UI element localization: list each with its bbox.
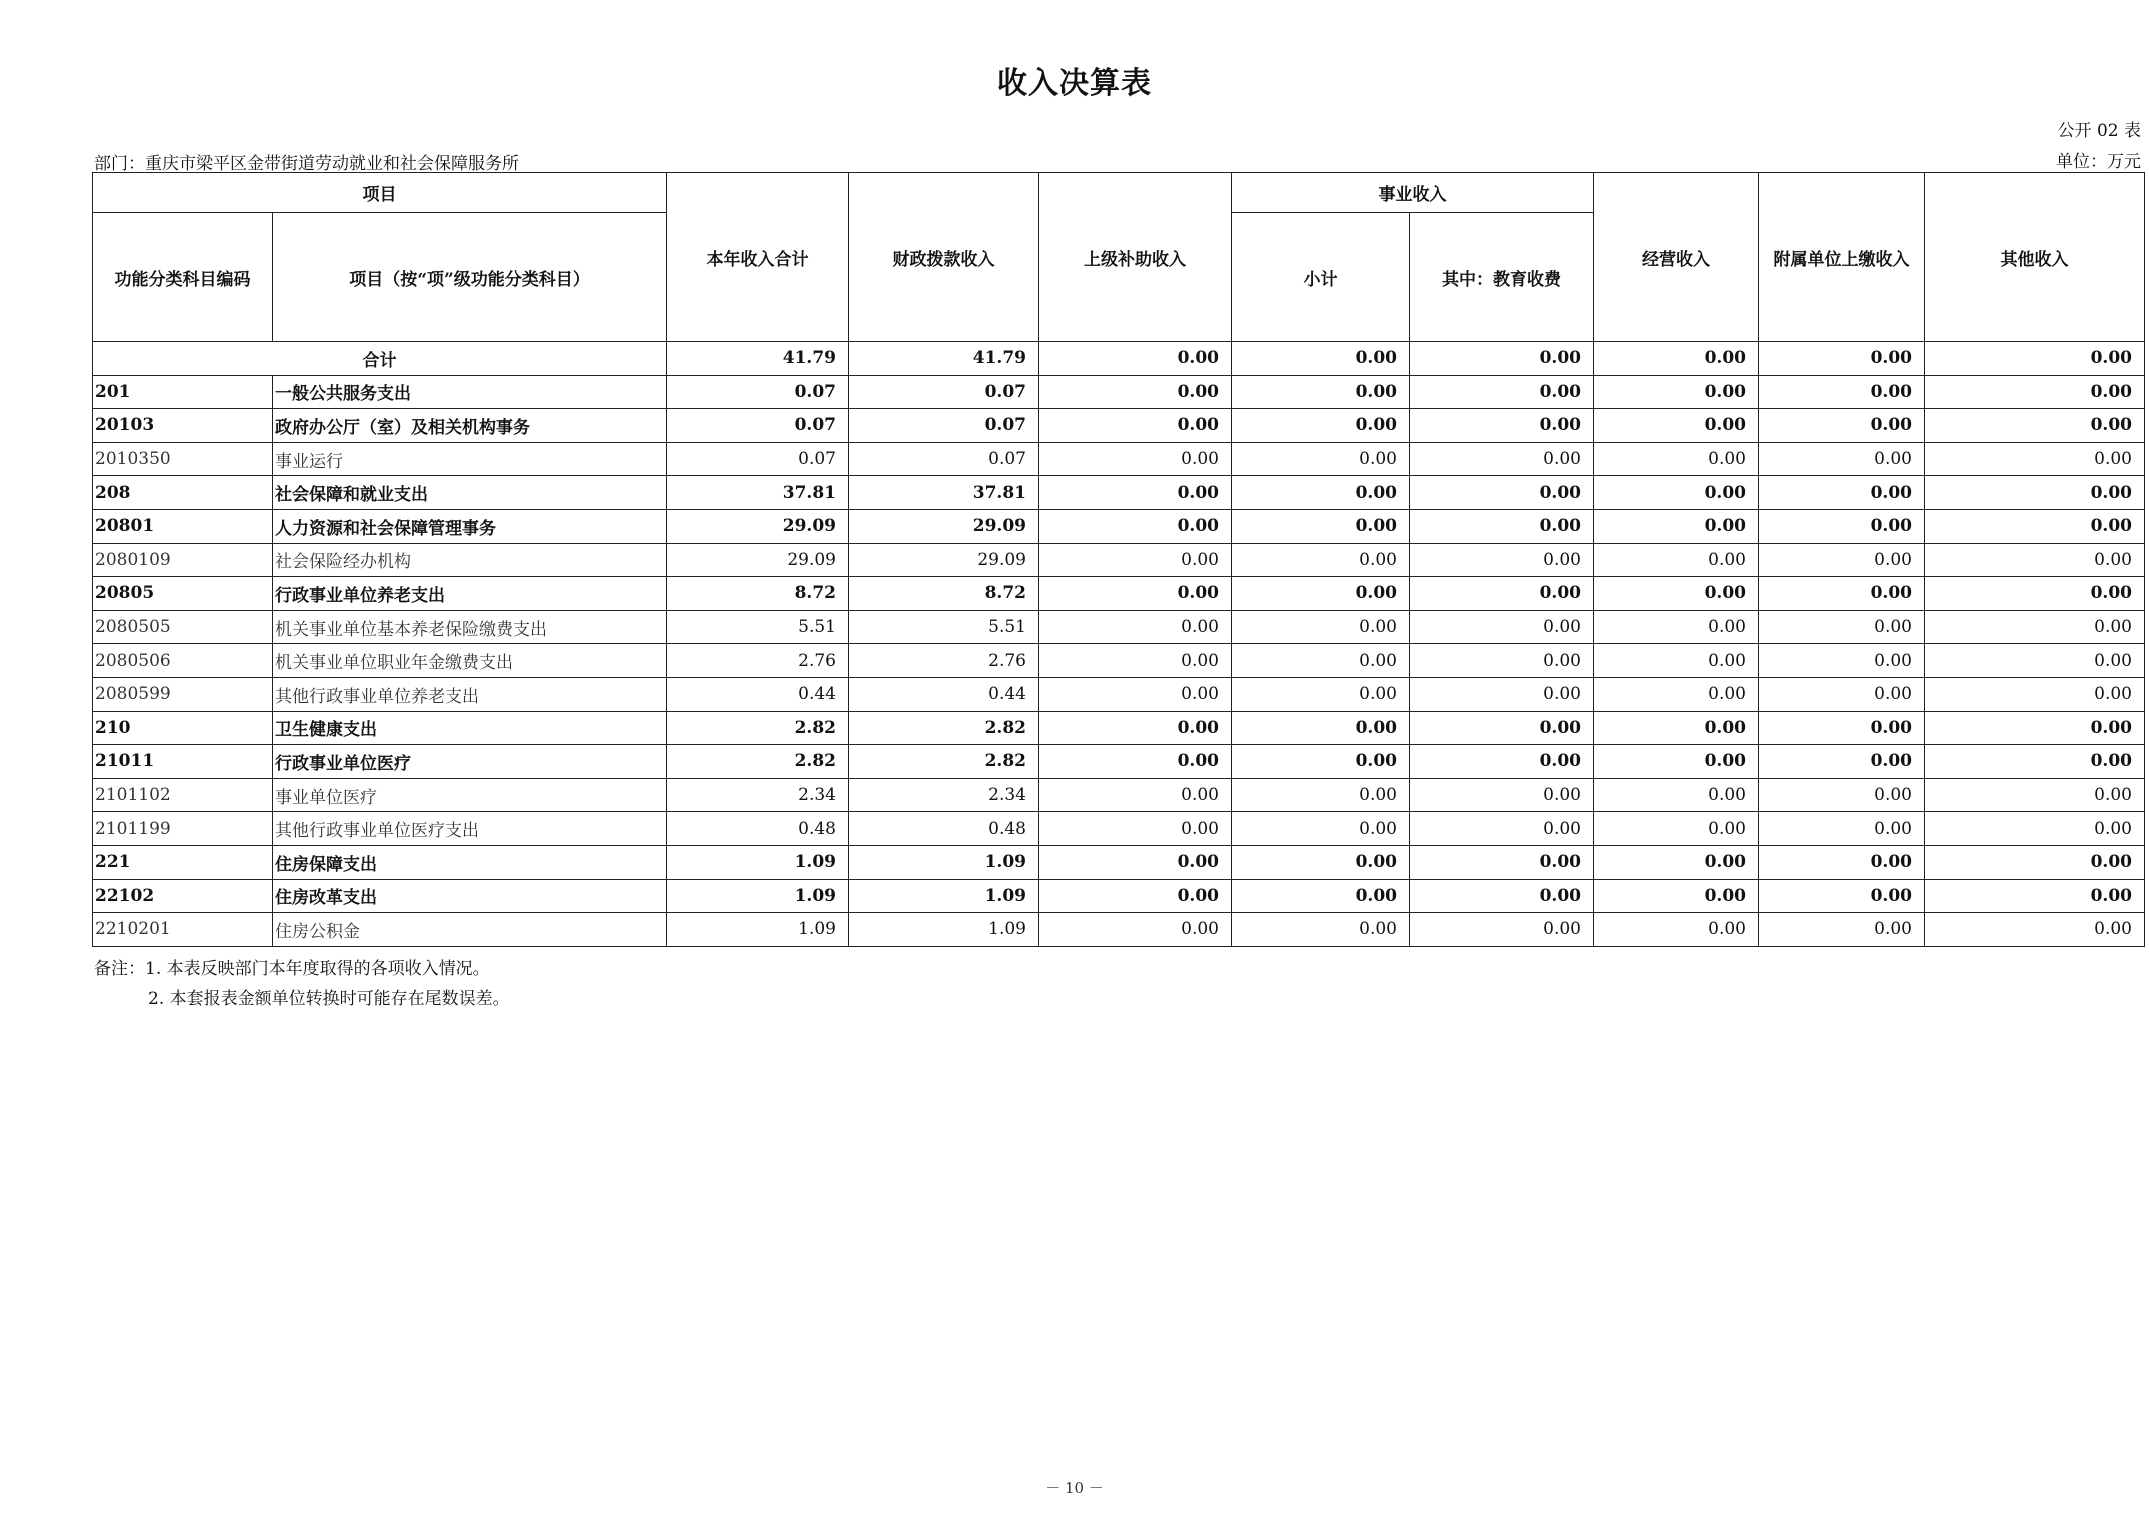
- cell-value: 0.00: [1759, 375, 1925, 409]
- table-row: [93, 677, 2145, 711]
- cell-value: 0.00: [1759, 644, 1925, 678]
- cell-value: 0.07: [667, 409, 849, 443]
- department-label: 部门：重庆市梁平区金带街道劳动就业和社会保障服务所: [94, 154, 519, 174]
- cell-value: 0.00: [1759, 879, 1925, 913]
- table-row: [93, 812, 2145, 846]
- cell-value: 0.00: [1039, 543, 1232, 577]
- cell-value: 8.72: [667, 577, 849, 611]
- function-code-cell: 20801: [93, 509, 273, 543]
- cell-value: 0.00: [1232, 543, 1410, 577]
- item-name-cell: 住房保障支出: [273, 845, 667, 879]
- page-title: 收入决算表: [997, 66, 1152, 101]
- table-row: [93, 409, 2145, 443]
- cell-value: 0.00: [1410, 577, 1594, 611]
- cell-value: 0.00: [1039, 745, 1232, 779]
- cell-value: 37.81: [849, 476, 1039, 510]
- cell-value: 0.00: [1759, 778, 1925, 812]
- cell-value: 0.00: [1594, 745, 1759, 779]
- cell-value: 0.44: [849, 677, 1039, 711]
- cell-value: 0.00: [1039, 711, 1232, 745]
- cell-value: 0.00: [1594, 409, 1759, 443]
- cell-value: 41.79: [667, 342, 849, 376]
- cell-value: 0.00: [1039, 610, 1232, 644]
- cell-value: 0.00: [1759, 476, 1925, 510]
- cell-value: 0.00: [1232, 509, 1410, 543]
- cell-value: 0.00: [1410, 677, 1594, 711]
- cell-value: 2.82: [667, 745, 849, 779]
- header-total-income: 本年收入合计: [667, 173, 849, 342]
- cell-value: 0.00: [1594, 509, 1759, 543]
- header-superior-subsidy: 上级补助收入: [1039, 173, 1232, 342]
- header-other-income: 其他收入: [1925, 173, 2145, 342]
- cell-value: 0.00: [1759, 677, 1925, 711]
- cell-value: 1.09: [849, 879, 1039, 913]
- cell-value: 0.00: [1410, 644, 1594, 678]
- cell-value: 0.00: [1925, 375, 2145, 409]
- cell-value: 0.00: [1410, 543, 1594, 577]
- cell-value: 0.00: [1759, 745, 1925, 779]
- cell-value: 5.51: [667, 610, 849, 644]
- cell-value: 8.72: [849, 577, 1039, 611]
- cell-value: 29.09: [667, 543, 849, 577]
- table-row: [93, 845, 2145, 879]
- total-label: 合计: [93, 342, 667, 376]
- cell-value: 2.82: [849, 711, 1039, 745]
- cell-value: 37.81: [667, 476, 849, 510]
- table-row: [93, 476, 2145, 510]
- cell-value: 0.00: [1039, 778, 1232, 812]
- table-row: [93, 375, 2145, 409]
- cell-value: 0.07: [849, 442, 1039, 476]
- function-code-cell: 20103: [93, 409, 273, 443]
- item-name-cell: 住房公积金: [273, 913, 667, 947]
- cell-value: 0.00: [1039, 845, 1232, 879]
- function-code-cell: 201: [93, 375, 273, 409]
- function-code-cell: 22102: [93, 879, 273, 913]
- cell-value: 0.00: [1759, 577, 1925, 611]
- cell-value: 0.00: [1039, 812, 1232, 846]
- cell-value: 0.48: [849, 812, 1039, 846]
- item-name-cell: 社会保障和就业支出: [273, 476, 667, 510]
- header-business-income-group: 事业收入: [1232, 173, 1594, 213]
- cell-value: 0.00: [1232, 375, 1410, 409]
- cell-value: 0.44: [667, 677, 849, 711]
- cell-value: 41.79: [849, 342, 1039, 376]
- cell-value: 0.00: [1759, 342, 1925, 376]
- cell-value: 0.00: [1925, 342, 2145, 376]
- cell-value: 0.00: [1759, 543, 1925, 577]
- table-row: [93, 879, 2145, 913]
- cell-value: 0.00: [1594, 375, 1759, 409]
- item-name-cell: 住房改革支出: [273, 879, 667, 913]
- table-row: [93, 778, 2145, 812]
- cell-value: 0.00: [1594, 711, 1759, 745]
- unit-label: 单位：万元: [2056, 152, 2141, 172]
- table-row: [93, 442, 2145, 476]
- cell-value: 0.00: [1594, 845, 1759, 879]
- function-code-cell: 2080505: [93, 610, 273, 644]
- cell-value: 0.00: [1594, 644, 1759, 678]
- cell-value: 0.00: [1410, 375, 1594, 409]
- item-name-cell: 政府办公厅（室）及相关机构事务: [273, 409, 667, 443]
- cell-value: 0.00: [1232, 812, 1410, 846]
- cell-value: 0.00: [1039, 342, 1232, 376]
- item-name-cell: 事业运行: [273, 442, 667, 476]
- cell-value: 0.00: [1039, 913, 1232, 947]
- function-code-cell: 2080506: [93, 644, 273, 678]
- cell-value: 1.09: [667, 845, 849, 879]
- table-row: [93, 711, 2145, 745]
- header-item-group: 项目: [93, 173, 667, 213]
- cell-value: 0.00: [1039, 409, 1232, 443]
- header-item-name: 项目（按“项”级功能分类科目）: [273, 213, 667, 342]
- cell-value: 0.00: [1410, 778, 1594, 812]
- function-code-cell: 2101199: [93, 812, 273, 846]
- table-row: [93, 543, 2145, 577]
- cell-value: 0.00: [1759, 711, 1925, 745]
- note-line-2: 2. 本套报表金额单位转换时可能存在尾数误差。: [148, 989, 510, 1009]
- cell-value: 0.00: [1594, 543, 1759, 577]
- function-code-cell: 2210201: [93, 913, 273, 947]
- cell-value: 0.00: [1410, 745, 1594, 779]
- cell-value: 0.00: [1039, 375, 1232, 409]
- cell-value: 0.00: [1925, 879, 2145, 913]
- cell-value: 0.00: [1232, 476, 1410, 510]
- function-code-cell: 208: [93, 476, 273, 510]
- cell-value: 0.00: [1594, 677, 1759, 711]
- cell-value: 0.00: [1039, 677, 1232, 711]
- item-name-cell: 人力资源和社会保障管理事务: [273, 509, 667, 543]
- cell-value: 0.07: [667, 442, 849, 476]
- cell-value: 0.00: [1759, 845, 1925, 879]
- cell-value: 0.07: [849, 409, 1039, 443]
- cell-value: 0.00: [1232, 677, 1410, 711]
- cell-value: 0.00: [1925, 913, 2145, 947]
- cell-value: 0.00: [1925, 778, 2145, 812]
- function-code-cell: 2010350: [93, 442, 273, 476]
- cell-value: 0.00: [1410, 610, 1594, 644]
- income-final-accounts-table: [92, 172, 2145, 947]
- header-education-fees: 其中：教育收费: [1410, 213, 1594, 342]
- cell-value: 0.00: [1232, 409, 1410, 443]
- cell-value: 0.00: [1039, 644, 1232, 678]
- cell-value: 0.00: [1759, 509, 1925, 543]
- cell-value: 2.34: [849, 778, 1039, 812]
- cell-value: 0.00: [1232, 442, 1410, 476]
- header-function-code: 功能分类科目编码: [93, 213, 273, 342]
- item-name-cell: 社会保险经办机构: [273, 543, 667, 577]
- cell-value: 0.00: [1410, 812, 1594, 846]
- cell-value: 0.00: [1410, 711, 1594, 745]
- cell-value: 0.00: [1925, 577, 2145, 611]
- header-business-subtotal: 小计: [1232, 213, 1410, 342]
- cell-value: 0.00: [1232, 577, 1410, 611]
- cell-value: 0.00: [1925, 812, 2145, 846]
- total-row: [93, 342, 2145, 376]
- cell-value: 2.34: [667, 778, 849, 812]
- header-fiscal-appropriation: 财政拨款收入: [849, 173, 1039, 342]
- cell-value: 0.00: [1594, 913, 1759, 947]
- cell-value: 0.00: [1039, 476, 1232, 510]
- cell-value: 0.00: [1410, 879, 1594, 913]
- cell-value: 2.82: [667, 711, 849, 745]
- cell-value: 0.00: [1759, 442, 1925, 476]
- item-name-cell: 其他行政事业单位养老支出: [273, 677, 667, 711]
- header-affiliated-income: 附属单位上缴收入: [1759, 173, 1925, 342]
- function-code-cell: 210: [93, 711, 273, 745]
- cell-value: 0.00: [1759, 812, 1925, 846]
- cell-value: 0.00: [1232, 745, 1410, 779]
- cell-value: 0.00: [1410, 913, 1594, 947]
- cell-value: 0.00: [1410, 509, 1594, 543]
- item-name-cell: 机关事业单位职业年金缴费支出: [273, 644, 667, 678]
- header-operating-income: 经营收入: [1594, 173, 1759, 342]
- cell-value: 2.82: [849, 745, 1039, 779]
- cell-value: 0.00: [1039, 577, 1232, 611]
- table-row: [93, 913, 2145, 947]
- cell-value: 0.00: [1232, 644, 1410, 678]
- cell-value: 0.00: [1232, 342, 1410, 376]
- cell-value: 0.00: [1594, 778, 1759, 812]
- form-code: 公开 02 表: [2057, 121, 2141, 141]
- item-name-cell: 其他行政事业单位医疗支出: [273, 812, 667, 846]
- cell-value: 0.00: [1594, 342, 1759, 376]
- cell-value: 0.00: [1925, 442, 2145, 476]
- cell-value: 0.00: [1925, 845, 2145, 879]
- note-line-1: 备注：1. 本表反映部门本年度取得的各项收入情况。: [94, 959, 490, 979]
- table-row: [93, 745, 2145, 779]
- function-code-cell: 21011: [93, 745, 273, 779]
- cell-value: 0.00: [1594, 442, 1759, 476]
- cell-value: 0.00: [1925, 610, 2145, 644]
- function-code-cell: 2101102: [93, 778, 273, 812]
- cell-value: 0.00: [1759, 409, 1925, 443]
- cell-value: 1.09: [667, 879, 849, 913]
- cell-value: 0.00: [1925, 745, 2145, 779]
- cell-value: 2.76: [667, 644, 849, 678]
- cell-value: 0.00: [1232, 845, 1410, 879]
- cell-value: 1.09: [849, 845, 1039, 879]
- item-name-cell: 行政事业单位医疗: [273, 745, 667, 779]
- cell-value: 0.00: [1925, 476, 2145, 510]
- cell-value: 0.00: [1925, 409, 2145, 443]
- cell-value: 0.00: [1594, 577, 1759, 611]
- cell-value: 0.00: [1410, 409, 1594, 443]
- function-code-cell: 221: [93, 845, 273, 879]
- cell-value: 0.00: [1410, 476, 1594, 510]
- notes: [94, 954, 510, 1014]
- cell-value: 0.00: [1925, 711, 2145, 745]
- cell-value: 0.00: [1232, 913, 1410, 947]
- item-name-cell: 机关事业单位基本养老保险缴费支出: [273, 610, 667, 644]
- cell-value: 0.00: [1759, 610, 1925, 644]
- item-name-cell: 卫生健康支出: [273, 711, 667, 745]
- function-code-cell: 20805: [93, 577, 273, 611]
- page-number: － 10 －: [1045, 1479, 1104, 1497]
- cell-value: 0.00: [1925, 543, 2145, 577]
- item-name-cell: 一般公共服务支出: [273, 375, 667, 409]
- cell-value: 0.00: [1759, 913, 1925, 947]
- table-row: [93, 577, 2145, 611]
- cell-value: 0.00: [1594, 610, 1759, 644]
- cell-value: 0.00: [1410, 845, 1594, 879]
- cell-value: 0.00: [1039, 879, 1232, 913]
- cell-value: 1.09: [849, 913, 1039, 947]
- cell-value: 0.48: [667, 812, 849, 846]
- cell-value: 0.07: [849, 375, 1039, 409]
- cell-value: 0.00: [1410, 342, 1594, 376]
- cell-value: 0.00: [1232, 778, 1410, 812]
- table-row: [93, 610, 2145, 644]
- table-row: [93, 644, 2145, 678]
- cell-value: 2.76: [849, 644, 1039, 678]
- cell-value: 0.00: [1594, 476, 1759, 510]
- function-code-cell: 2080599: [93, 677, 273, 711]
- item-name-cell: 事业单位医疗: [273, 778, 667, 812]
- cell-value: 29.09: [667, 509, 849, 543]
- cell-value: 29.09: [849, 509, 1039, 543]
- cell-value: 0.00: [1232, 711, 1410, 745]
- table-row: [93, 509, 2145, 543]
- cell-value: 0.00: [1232, 610, 1410, 644]
- function-code-cell: 2080109: [93, 543, 273, 577]
- cell-value: 0.00: [1925, 677, 2145, 711]
- cell-value: 0.00: [1594, 879, 1759, 913]
- cell-value: 1.09: [667, 913, 849, 947]
- cell-value: 29.09: [849, 543, 1039, 577]
- cell-value: 0.00: [1410, 442, 1594, 476]
- cell-value: 0.00: [1925, 509, 2145, 543]
- item-name-cell: 行政事业单位养老支出: [273, 577, 667, 611]
- cell-value: 5.51: [849, 610, 1039, 644]
- cell-value: 0.00: [1039, 442, 1232, 476]
- cell-value: 0.00: [1232, 879, 1410, 913]
- cell-value: 0.07: [667, 375, 849, 409]
- cell-value: 0.00: [1925, 644, 2145, 678]
- cell-value: 0.00: [1039, 509, 1232, 543]
- cell-value: 0.00: [1594, 812, 1759, 846]
